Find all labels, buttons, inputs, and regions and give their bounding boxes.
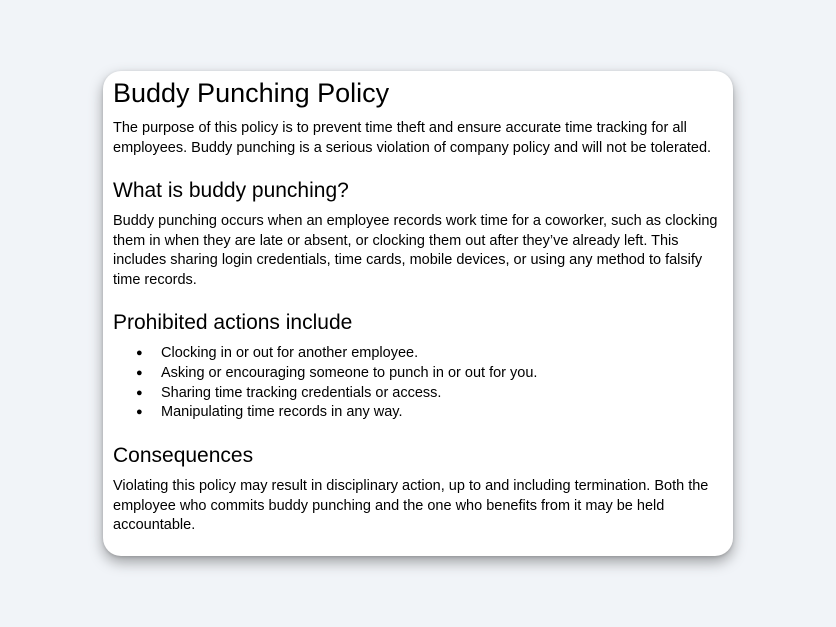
bullet-icon: ●: [136, 406, 143, 419]
section-heading: Consequences: [113, 444, 254, 468]
list-item: [136, 344, 725, 364]
list-item-text: Asking or encouraging someone to punch in or out for you.: [161, 364, 538, 381]
list-item-text: Sharing time tracking credentials or access.: [161, 384, 442, 401]
policy-card: [103, 71, 733, 556]
list-item: [136, 364, 725, 384]
section-consequences: [113, 444, 725, 536]
intro-paragraph: The purpose of this policy is to prevent time theft and ensure accurate time tracking for all employees. Buddy punching is a serious violation of company policy and will not be tolerated.: [113, 120, 712, 156]
section-body: Buddy punching occurs when an employee records work time for a coworker, such as clocking them in when they are late or absent, or clocking them out after they’ve already left. This includes sharing login credentials, time cards, mobile devices, or using any method to falsify time records.: [113, 213, 718, 288]
section-heading: What is buddy punching?: [113, 179, 349, 202]
prohibited-actions-list: [113, 344, 725, 423]
section-prohibited-actions: [113, 311, 725, 423]
section-heading: Prohibited actions include: [113, 311, 353, 334]
bullet-icon: ●: [136, 347, 143, 359]
section-spacer: [113, 158, 725, 179]
section-spacer: [113, 423, 725, 444]
page-title: Buddy Punching Policy: [113, 78, 390, 108]
bullet-icon: ●: [136, 366, 143, 379]
section-body: Violating this policy may result in disciplinary action, up to and including termination. Both the employee who commits buddy punching and the one who benefits from it may be held accountable.: [113, 478, 709, 534]
section-definition: [113, 179, 725, 290]
section-spacer: [113, 290, 725, 311]
list-item-text: Manipulating time records in any way.: [161, 404, 403, 421]
list-item-text: Clocking in or out for another employee.: [161, 345, 419, 361]
list-item: [136, 403, 725, 423]
bullet-icon: ●: [136, 386, 143, 399]
list-item: [136, 384, 725, 404]
